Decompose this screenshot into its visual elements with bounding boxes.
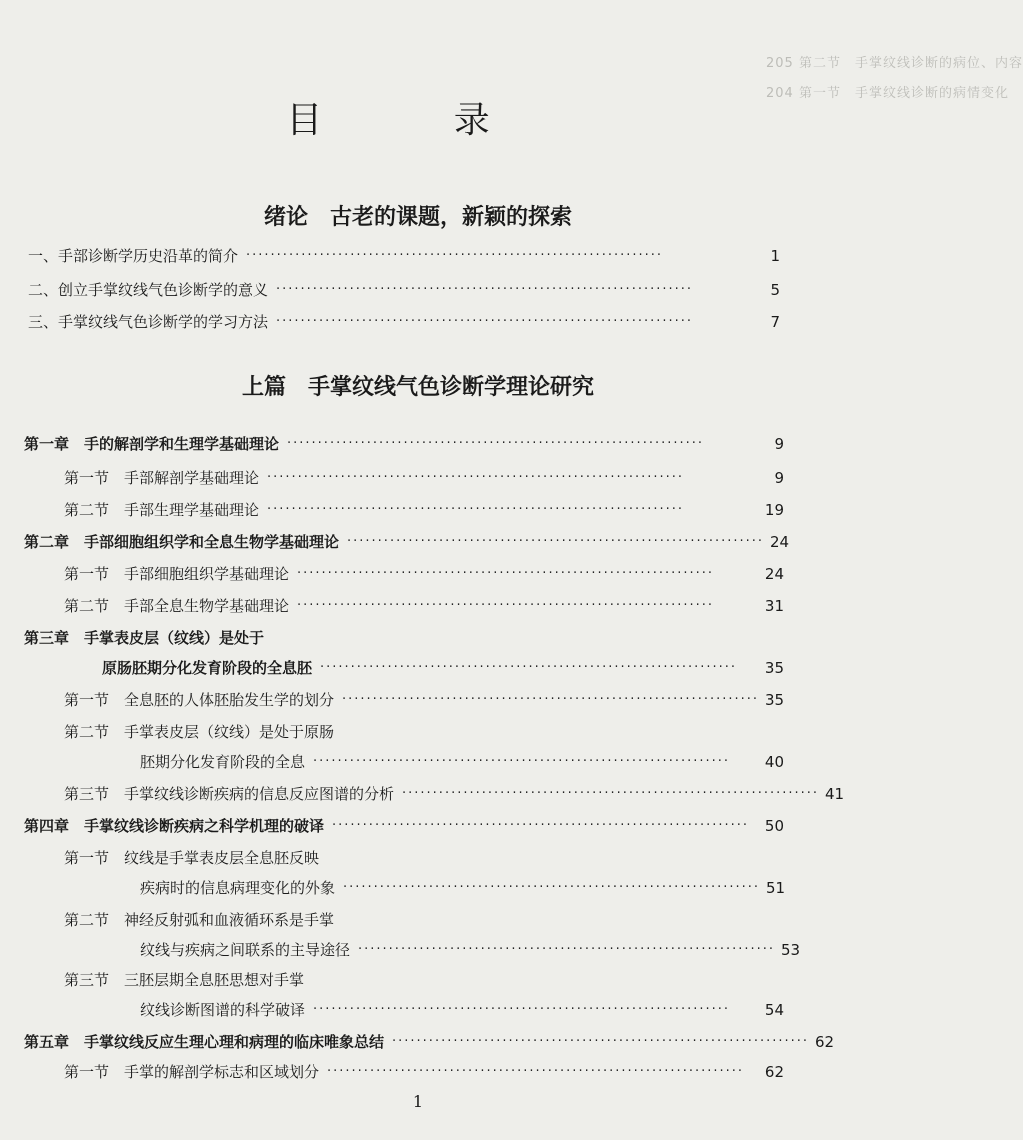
toc-entry-page: 53 bbox=[781, 941, 801, 959]
toc-entry-continuation: 纹线诊断图谱的科学破译 bbox=[140, 1001, 306, 1019]
leader-dots: ···································································· bbox=[267, 470, 685, 485]
toc-entry-page: 50 bbox=[764, 817, 784, 835]
leader-dots: ···································································· bbox=[297, 598, 715, 613]
toc-entry-continuation: 纹线与疾病之间联系的主导途径 bbox=[140, 941, 351, 959]
toc-entry-label: 第四章 手掌纹线诊断疾病之科学机理的破译 bbox=[24, 817, 325, 835]
toc-section[interactable] bbox=[64, 1062, 784, 1082]
toc-section[interactable] bbox=[64, 784, 845, 804]
toc-entry-label: 第五章 手掌纹线反应生理心理和病理的临床唯象总结 bbox=[24, 1033, 385, 1051]
leader-dots: ···································································· bbox=[267, 502, 685, 517]
leader-dots: ···································································· bbox=[276, 282, 694, 297]
page-number: 1 bbox=[412, 1092, 424, 1111]
toc-entry-page: 54 bbox=[764, 1001, 784, 1019]
toc-entry-page: 7 bbox=[770, 313, 780, 331]
toc-entry-page: 9 bbox=[774, 435, 784, 453]
leader-dots: ···································································· bbox=[297, 566, 715, 581]
leader-dots: ···································································· bbox=[332, 818, 750, 833]
leader-dots: ···································································· bbox=[313, 754, 731, 769]
toc-entry-label: 三、手掌纹线气色诊断学的学习方法 bbox=[28, 313, 269, 331]
toc-section[interactable] bbox=[140, 878, 784, 898]
toc-entry-page: 35 bbox=[765, 691, 785, 709]
page-title: 目 录 bbox=[286, 100, 550, 141]
toc-entry-page: 24 bbox=[770, 533, 790, 551]
toc-entry[interactable] bbox=[28, 246, 780, 266]
leader-dots: ···································································· bbox=[327, 1064, 745, 1079]
toc-section[interactable] bbox=[140, 752, 784, 772]
toc-section[interactable] bbox=[64, 690, 784, 710]
toc-section[interactable] bbox=[64, 468, 784, 488]
toc-entry-label: 第二章 手部细胞组织学和全息生物学基础理论 bbox=[24, 533, 340, 551]
toc-chapter-label[interactable]: 第三章 手掌表皮层（纹线）是处于 bbox=[24, 629, 265, 647]
toc-section-label[interactable]: 第一节 纹线是手掌表皮层全息胚反映 bbox=[64, 849, 320, 867]
toc-entry-label: 第二节 手部全息生物学基础理论 bbox=[64, 597, 290, 615]
leader-dots: ···································································· bbox=[313, 1002, 731, 1017]
toc-section-label[interactable]: 第二节 神经反射弧和血液循环系是手掌 bbox=[64, 911, 335, 929]
toc-entry-continuation: 原肠胚期分化发育阶段的全息胚 bbox=[102, 659, 313, 677]
toc-entry-page: 51 bbox=[766, 879, 786, 897]
toc-entry-label: 第一节 全息胚的人体胚胎发生学的划分 bbox=[64, 691, 335, 709]
leader-dots: ···································································· bbox=[246, 248, 664, 263]
toc-entry-page: 62 bbox=[764, 1063, 784, 1081]
bleed-through-text: 204 第一节 手掌纹线诊断的病情变化 bbox=[766, 86, 1009, 101]
leader-dots: ···································································· bbox=[276, 314, 694, 329]
toc-section-label[interactable]: 第三节 三胚层期全息胚思想对手掌 bbox=[64, 971, 305, 989]
toc-entry[interactable] bbox=[28, 312, 780, 332]
toc-chapter[interactable] bbox=[24, 816, 784, 836]
toc-entry-page: 1 bbox=[770, 247, 780, 265]
toc-chapter[interactable] bbox=[24, 434, 784, 454]
leader-dots: ···································································· bbox=[343, 880, 761, 895]
toc-entry-label: 第一章 手的解剖学和生理学基础理论 bbox=[24, 435, 280, 453]
toc-entry-page: 40 bbox=[764, 753, 784, 771]
toc-entry-label: 第一节 手部细胞组织学基础理论 bbox=[64, 565, 290, 583]
toc-entry-label: 第三节 手掌纹线诊断疾病的信息反应图谱的分析 bbox=[64, 785, 395, 803]
bleed-through-text: 205 第二节 手掌纹线诊断的病位、内容 bbox=[766, 56, 1023, 71]
toc-entry-label: 第一节 手部解剖学基础理论 bbox=[64, 469, 260, 487]
toc-entry-page: 31 bbox=[764, 597, 784, 615]
toc-entry-continuation: 疾病时的信息病理变化的外象 bbox=[140, 879, 336, 897]
toc-section[interactable] bbox=[140, 1000, 784, 1020]
section-heading-part-one: 上篇 手掌纹线气色诊断学理论研究 bbox=[241, 375, 594, 400]
leader-dots: ···································································· bbox=[342, 692, 760, 707]
leader-dots: ···································································· bbox=[358, 942, 776, 957]
toc-entry-label: 二、创立手掌纹线气色诊断学的意义 bbox=[28, 281, 269, 299]
toc-section[interactable] bbox=[64, 564, 784, 584]
toc-entry-page: 9 bbox=[774, 469, 784, 487]
toc-section[interactable] bbox=[64, 596, 784, 616]
toc-entry-label: 第二节 手部生理学基础理论 bbox=[64, 501, 260, 519]
toc-entry-page: 19 bbox=[764, 501, 784, 519]
leader-dots: ···································································· bbox=[347, 534, 765, 549]
toc-chapter[interactable] bbox=[24, 532, 790, 552]
leader-dots: ···································································· bbox=[402, 786, 820, 801]
toc-entry-page: 5 bbox=[770, 281, 780, 299]
leader-dots: ···································································· bbox=[320, 660, 738, 675]
toc-entry-continuation: 胚期分化发育阶段的全息 bbox=[140, 753, 306, 771]
toc-chapter[interactable] bbox=[102, 658, 784, 678]
toc-section[interactable] bbox=[140, 940, 801, 960]
toc-section[interactable] bbox=[64, 500, 784, 520]
toc-section-label[interactable]: 第二节 手掌表皮层（纹线）是处于原肠 bbox=[64, 723, 335, 741]
leader-dots: ···································································· bbox=[287, 436, 705, 451]
toc-entry-page: 35 bbox=[764, 659, 784, 677]
section-heading-intro: 绪论 古老的课题，新颖的探索 bbox=[263, 205, 572, 230]
toc-entry-page: 41 bbox=[825, 785, 845, 803]
toc-entry-page: 24 bbox=[764, 565, 784, 583]
toc-entry-page: 62 bbox=[815, 1033, 835, 1051]
toc-entry-label: 一、手部诊断学历史沿革的简介 bbox=[28, 247, 239, 265]
leader-dots: ···································································· bbox=[392, 1034, 810, 1049]
toc-entry-label: 第一节 手掌的解剖学标志和区域划分 bbox=[64, 1063, 320, 1081]
toc-chapter[interactable] bbox=[24, 1032, 835, 1052]
toc-entry[interactable] bbox=[28, 280, 780, 300]
